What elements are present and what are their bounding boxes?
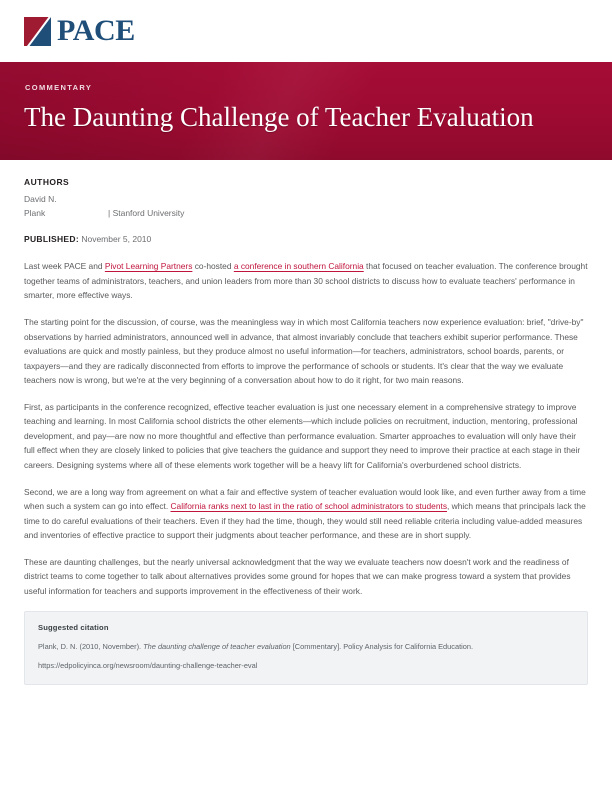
citation-heading: Suggested citation [38,622,109,632]
body-text: Second, we are a long way from agreement on what a fair and effective system of teacher evaluation would look like, and even further away from a time when such a system can go into effect. [24,486,586,512]
authors-list [24,193,588,221]
inline-link[interactable]: California ranks next to last in the ratio of school administrators to students [170,501,448,512]
author-row [24,193,588,207]
published-date: November 5, 2010 [81,233,152,244]
authors-heading: AUTHORS [24,177,70,187]
pace-wordmark: PACE [57,14,135,47]
suggested-citation-box [24,611,588,685]
body-paragraph [24,485,588,543]
article-body [24,245,588,598]
citation-trailing: [Commentary]. Policy Analysis for California Education. [290,641,474,651]
body-text: co-hosted [192,261,234,272]
author-affiliation: | Stanford University [108,207,185,218]
inline-link[interactable]: a conference in southern California [233,261,364,272]
citation-author-date: Plank, D. N. (2010, November). [38,641,144,651]
body-paragraph [24,400,588,472]
logo-bar [0,0,612,62]
body-text: The starting point for the discussion, of course, was the meaningless way in which most California teachers now experience evaluation: brief, "drive-by" observations by harried administrators, announced well in advance, that almost invariably conclude that teachers exhibit superior performance. These evaluations are quick and mostly painless, but they produce almost no useful information—for teachers, administrators, school boards, parents, or taxpayers—and they are radically disconnected from efforts to improve the performance of schools or students. It's clear that the way we evaluate teachers now is wrong, but we're at the very beginning of a conversation about how to do it right, for two main reasons. [24,317,584,385]
body-paragraph [24,555,588,598]
content-area [0,160,612,685]
hero-banner [0,62,612,160]
inline-link[interactable]: Pivot Learning Partners [104,261,193,272]
citation-title-italic: The daunting challenge of teacher evaluation [143,641,291,651]
body-text: These are daunting challenges, but the nearly universal acknowledgment that the way we evaluate teachers now doesn't work and the readiness of district teams to come together to talk about alternatives provides some ground for hopes that we can make progress toward a system that provides useful information for teachers and supports improvement in the effectiveness of their work. [24,556,571,596]
body-text: Last week PACE and [24,261,105,272]
pace-logo[interactable] [24,16,135,46]
body-paragraph [24,259,588,302]
metadata-block [24,160,588,245]
pace-logo-mark-icon [24,17,51,46]
content-type-label: COMMENTARY [25,83,93,92]
body-text: , which means that principals lack the time to do careful evaluations of their teachers. Even if they had the time, though, they would still need reliable criteria including value-added measures and inventories of effective practice to support their judgments about teacher performance, and these are in short supply. [24,501,586,541]
body-text: that focused on teacher evaluation. The conference brought together teams of administrators, teachers, and union leaders from more than 30 school districts to discuss how to evaluate teachers' performance in smarter, more effective ways. [24,261,588,301]
citation-reference [38,641,574,652]
author-row [24,207,588,221]
body-paragraph [24,315,588,387]
author-name-line2: Plank [24,207,46,218]
published-line [24,233,588,246]
citation-url[interactable]: https://edpolicyinca.org/newsroom/daunting-challenge-teacher-eval [38,661,258,671]
page-title: The Daunting Challenge of Teacher Evaluation [24,102,534,132]
body-text: First, as participants in the conference recognized, effective teacher evaluation is just one necessary element in a comprehensive strategy to improve teaching and learning. In most California school districts the other elements—which include policies on recruitment, induction, mentoring, professional development, and pay—are now no more thoughtful and effective than performance evaluation. Smarter approaches to evaluation will only have their full effect when they are closely linked to policies that give teachers the guidance and support they need to improve their practice at each stage in their careers. Designing systems where all of these elements work together will be a heavy lift for California's overburdened school districts. [24,401,581,470]
published-label: PUBLISHED: [24,233,79,244]
author-name-line1: David N. [24,194,57,204]
